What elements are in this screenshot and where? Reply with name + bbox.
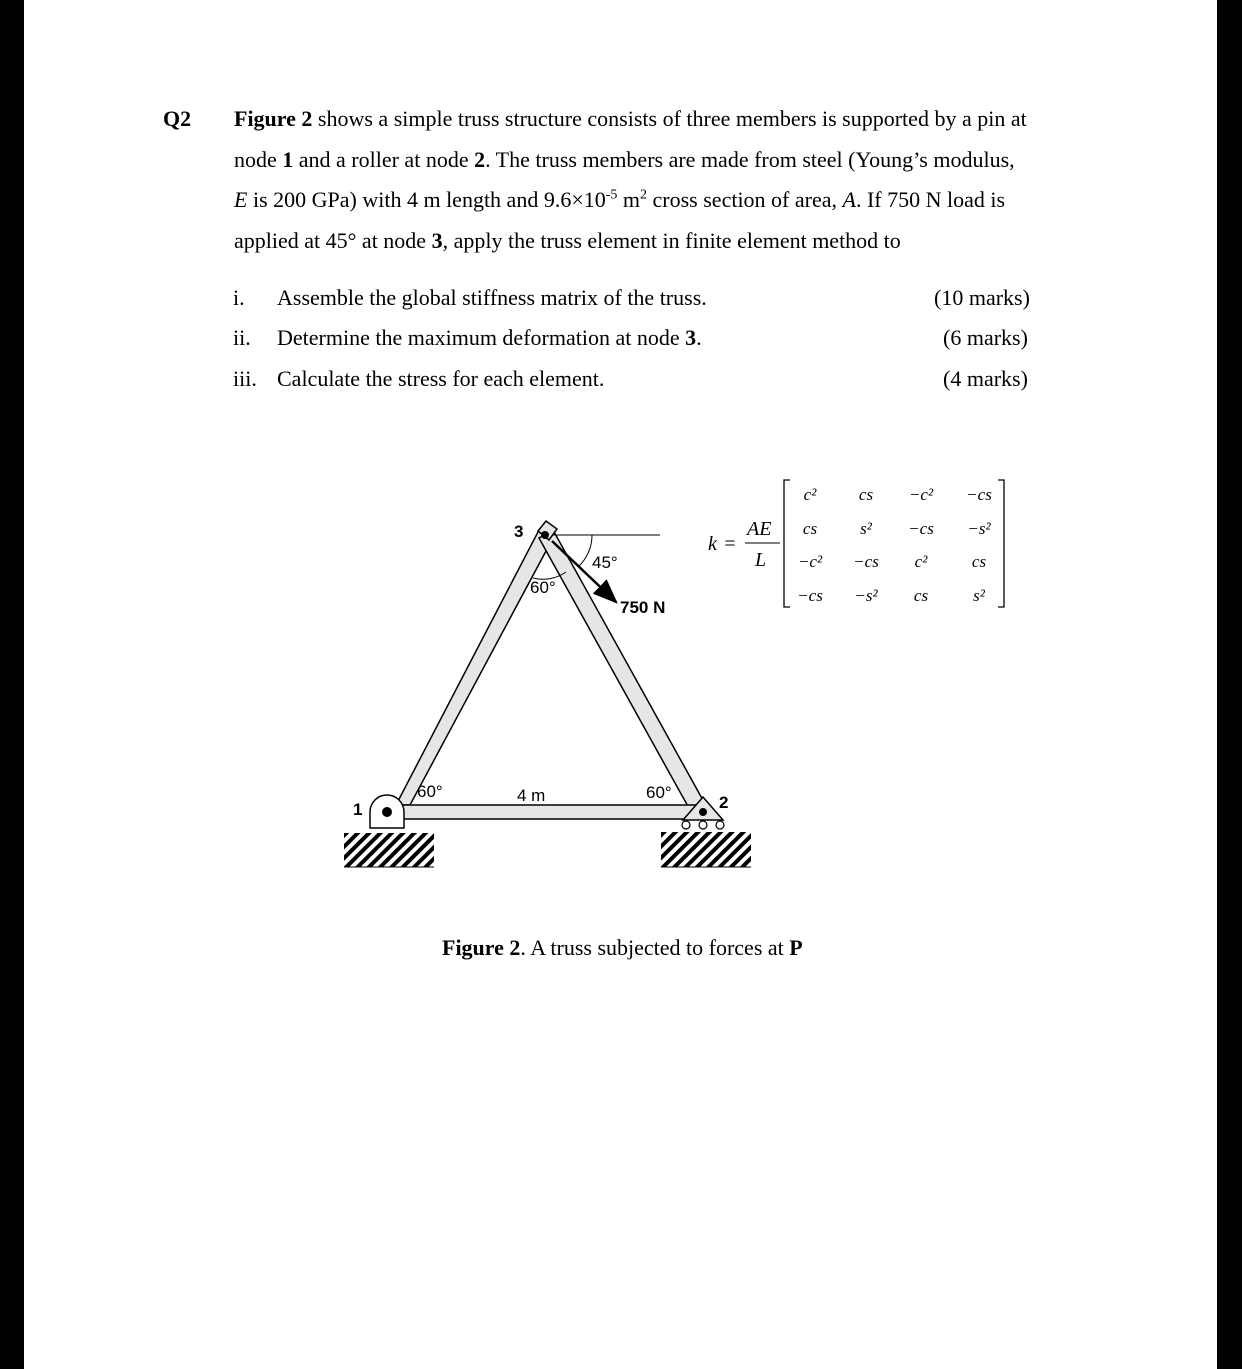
task-marks: (4 marks): [943, 366, 1028, 391]
matrix-cell: s²: [973, 586, 985, 605]
matrix-cell: cs: [913, 586, 929, 605]
task-marks: (6 marks): [943, 325, 1028, 350]
matrix-equals: =: [723, 533, 737, 555]
task-text: Calculate the stress for each element.: [277, 366, 605, 391]
matrix-cell: cs: [858, 485, 874, 504]
matrix-cell: −c²: [908, 485, 934, 504]
load-angle-arc: [578, 535, 592, 567]
angle-label-left: 60°: [417, 782, 443, 801]
matrix-fraction-denominator: L: [755, 549, 767, 571]
node-1-dot: [382, 807, 392, 817]
matrix-cell: −cs: [966, 485, 992, 504]
matrix-cell: −cs: [908, 519, 934, 538]
matrix-lhs: k: [708, 533, 717, 555]
truss-member-1-2: [392, 805, 702, 819]
task-number: ii.: [233, 325, 251, 350]
angle-label-top: 60°: [530, 578, 556, 597]
base-length-label: 4 m: [517, 786, 546, 805]
matrix-cell: c²: [914, 552, 928, 571]
task-text: Assemble the global stiffness matrix of the truss.: [277, 285, 707, 310]
matrix-cells: [797, 485, 992, 605]
question-line-2: node 1 and a roller at node 2. The truss members are made from steel (Young’s modulus,: [234, 147, 1015, 172]
matrix-cell: −cs: [797, 586, 823, 605]
angle-label-right: 60°: [646, 783, 672, 802]
figure-ref: Figure 2: [234, 106, 313, 131]
load-angle-label: 45°: [592, 553, 618, 572]
truss-member-1-3: [396, 530, 553, 805]
matrix-bracket-left: [784, 480, 790, 607]
node-label-1: 1: [353, 800, 363, 819]
task-number: i.: [233, 285, 245, 310]
node-label-3: 3: [514, 522, 524, 541]
roller-wheel: [682, 821, 690, 829]
matrix-cell: cs: [802, 519, 818, 538]
task-marks: (10 marks): [934, 285, 1030, 310]
matrix-cell: −s²: [854, 586, 878, 605]
task-text: Determine the maximum deformation at node 3.: [277, 325, 702, 350]
matrix-cell: −s²: [967, 519, 991, 538]
truss-member-3-2: [539, 530, 704, 810]
matrix-cell: cs: [971, 552, 987, 571]
node-3-dot: [541, 531, 549, 539]
figure-caption: Figure 2. A truss subjected to forces at P: [442, 935, 803, 960]
matrix-cell: s²: [860, 519, 872, 538]
matrix-bracket-right: [998, 480, 1004, 607]
node-label-2: 2: [719, 793, 729, 812]
roller-wheel: [716, 821, 724, 829]
matrix-fraction-numerator: AE: [747, 518, 772, 540]
matrix-cell: c²: [803, 485, 817, 504]
node-2-dot: [699, 808, 707, 816]
task-number: iii.: [233, 366, 257, 391]
ground-hatch-right: [661, 832, 751, 867]
question-line-4: applied at 45° at node 3, apply the truss element in finite element method to: [234, 228, 901, 253]
question-number: Q2: [163, 106, 192, 131]
ground-hatch-left: [344, 833, 434, 867]
matrix-cell: −c²: [797, 552, 823, 571]
roller-wheel: [699, 821, 707, 829]
question-line-1: Figure 2 shows a simple truss structure consists of three members is supported by a pin at: [234, 106, 1027, 131]
question-line-3: E is 200 GPa) with 4 m length and $9.6\times 10^{-5}$ $m^2$ cross section of area, A. If 750 N load is: [234, 187, 1006, 212]
matrix-cell: −cs: [853, 552, 879, 571]
load-label: 750 N: [620, 598, 666, 617]
